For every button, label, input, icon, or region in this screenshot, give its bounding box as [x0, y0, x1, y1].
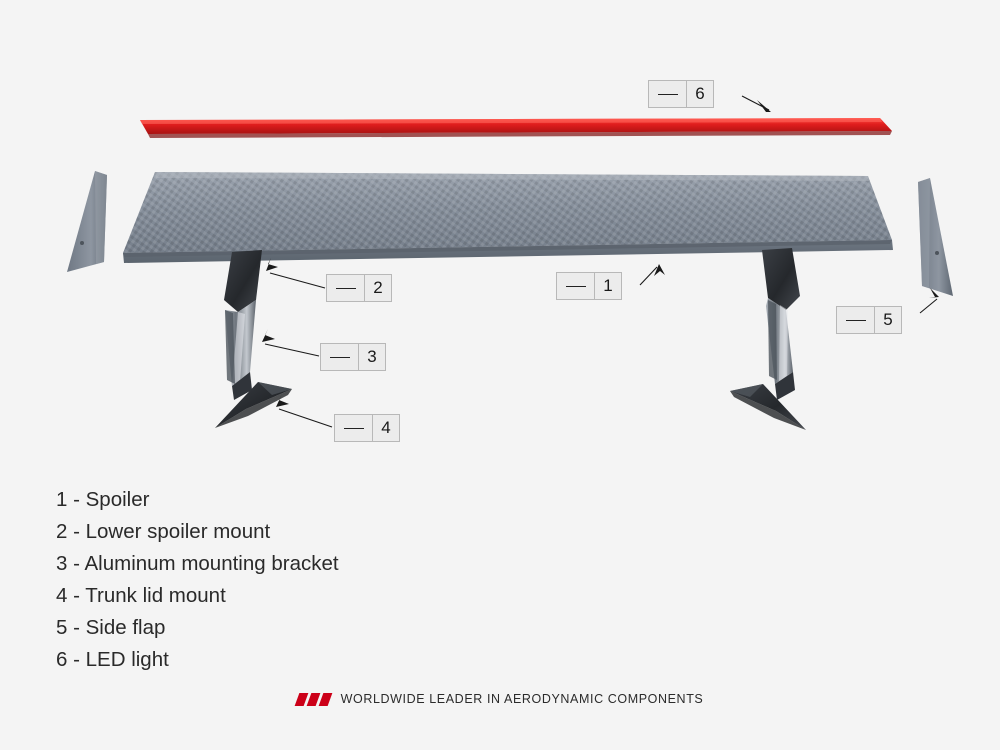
- parts-legend: [56, 484, 576, 676]
- brand-stripes-icon: [297, 693, 330, 706]
- legend-item-4: 4 - Trunk lid mount: [56, 584, 226, 607]
- callout-1[interactable]: [556, 272, 622, 300]
- legend-item-1: 1 - Spoiler: [56, 488, 150, 511]
- callout-6[interactable]: [648, 80, 714, 108]
- legend-item-5: 5 - Side flap: [56, 616, 166, 639]
- callout-dash-icon: [837, 307, 875, 333]
- callout-dash-icon: [321, 344, 359, 370]
- part-trunk-lid-mount-right: [730, 384, 806, 430]
- part-led-light: [140, 118, 892, 138]
- part-right-upright-assembly: [762, 248, 800, 400]
- legend-item-2: 2 - Lower spoiler mount: [56, 520, 271, 543]
- footer-tagline: WORLDWIDE LEADER IN AERODYNAMIC COMPONENTS: [340, 692, 704, 706]
- callout-5[interactable]: [836, 306, 902, 334]
- legend-item-3: 3 - Aluminum mounting bracket: [56, 552, 339, 575]
- callout-number: 4: [381, 418, 391, 437]
- callout-2[interactable]: [326, 274, 392, 302]
- callout-number: 3: [367, 347, 377, 366]
- callout-3[interactable]: [320, 343, 386, 371]
- part-side-flap-left: [67, 171, 107, 272]
- callout-dash-icon: [649, 81, 687, 107]
- part-left-upright-assembly: [224, 250, 262, 400]
- callout-number: 2: [373, 278, 383, 297]
- callout-number: 1: [603, 276, 613, 295]
- part-side-flap-right: [918, 178, 953, 296]
- callout-4[interactable]: [334, 414, 400, 442]
- callout-dash-icon: [327, 275, 365, 301]
- callout-leaders: [265, 96, 937, 427]
- callout-dash-icon: [557, 273, 595, 299]
- legend-item-6: 6 - LED light: [56, 648, 169, 671]
- callout-number: 6: [695, 84, 705, 103]
- footer-banner: [0, 692, 1000, 706]
- callout-dash-icon: [335, 415, 373, 441]
- callout-number: 5: [883, 310, 893, 329]
